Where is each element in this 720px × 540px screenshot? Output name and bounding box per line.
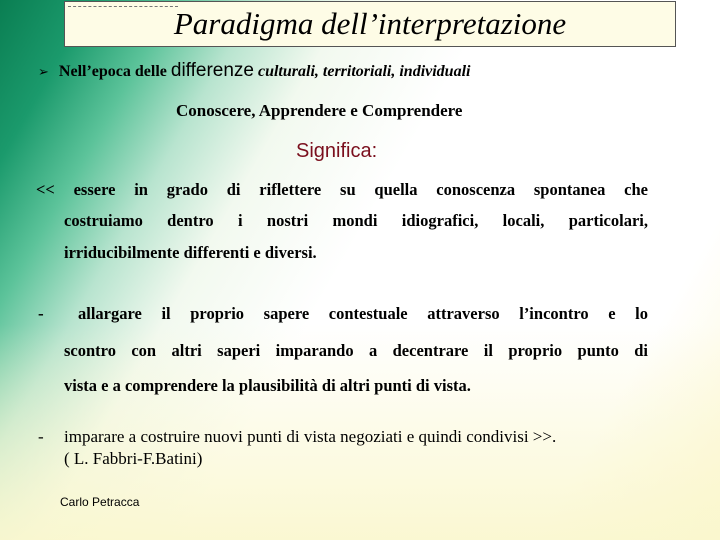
title-box bbox=[64, 1, 676, 47]
paragraph1-line3: irriducibilmente differenti e diversi. bbox=[64, 243, 317, 262]
bullet-suffix: culturali, territoriali, individuali bbox=[253, 63, 471, 80]
paragraph2-line1: allargare il proprio sapere contestuale attraverso l’incontro e lo bbox=[78, 304, 648, 323]
paragraph3-line1: imparare a costruire nuovi punti di vista negoziati e quindi condivisi >>. bbox=[64, 427, 557, 446]
bullet-prefix: Nell’epoca delle bbox=[58, 63, 171, 80]
paragraph1-line1: << essere in grado di riflettere su quella conoscenza spontanea che bbox=[36, 180, 648, 199]
dash-marker: - bbox=[38, 427, 44, 446]
author-name: Carlo Petracca bbox=[60, 495, 140, 509]
subtitle: Conoscere, Apprendere e Comprendere bbox=[176, 101, 463, 120]
paragraph3-line2: ( L. Fabbri-F.Batini) bbox=[64, 449, 203, 468]
paragraph2-line2: scontro con altri saperi imparando a decentrare il proprio punto di bbox=[64, 341, 648, 360]
arrow-bullet-icon: ➢ bbox=[38, 65, 49, 80]
bullet-highlight: differenze bbox=[170, 60, 254, 81]
dash-marker: - bbox=[38, 304, 44, 323]
bullet-line bbox=[38, 60, 470, 82]
paragraph1-line2: costruiamo dentro i nostri mondi idiografici, locali, particolari, bbox=[64, 211, 648, 230]
title-decoration bbox=[68, 6, 178, 7]
significa-label: Significa: bbox=[296, 140, 378, 162]
page-title: Paradigma dell’interpretazione bbox=[173, 6, 567, 41]
paragraph2-line3: vista e a comprendere la plausibilità di altri punti di vista. bbox=[64, 376, 471, 395]
